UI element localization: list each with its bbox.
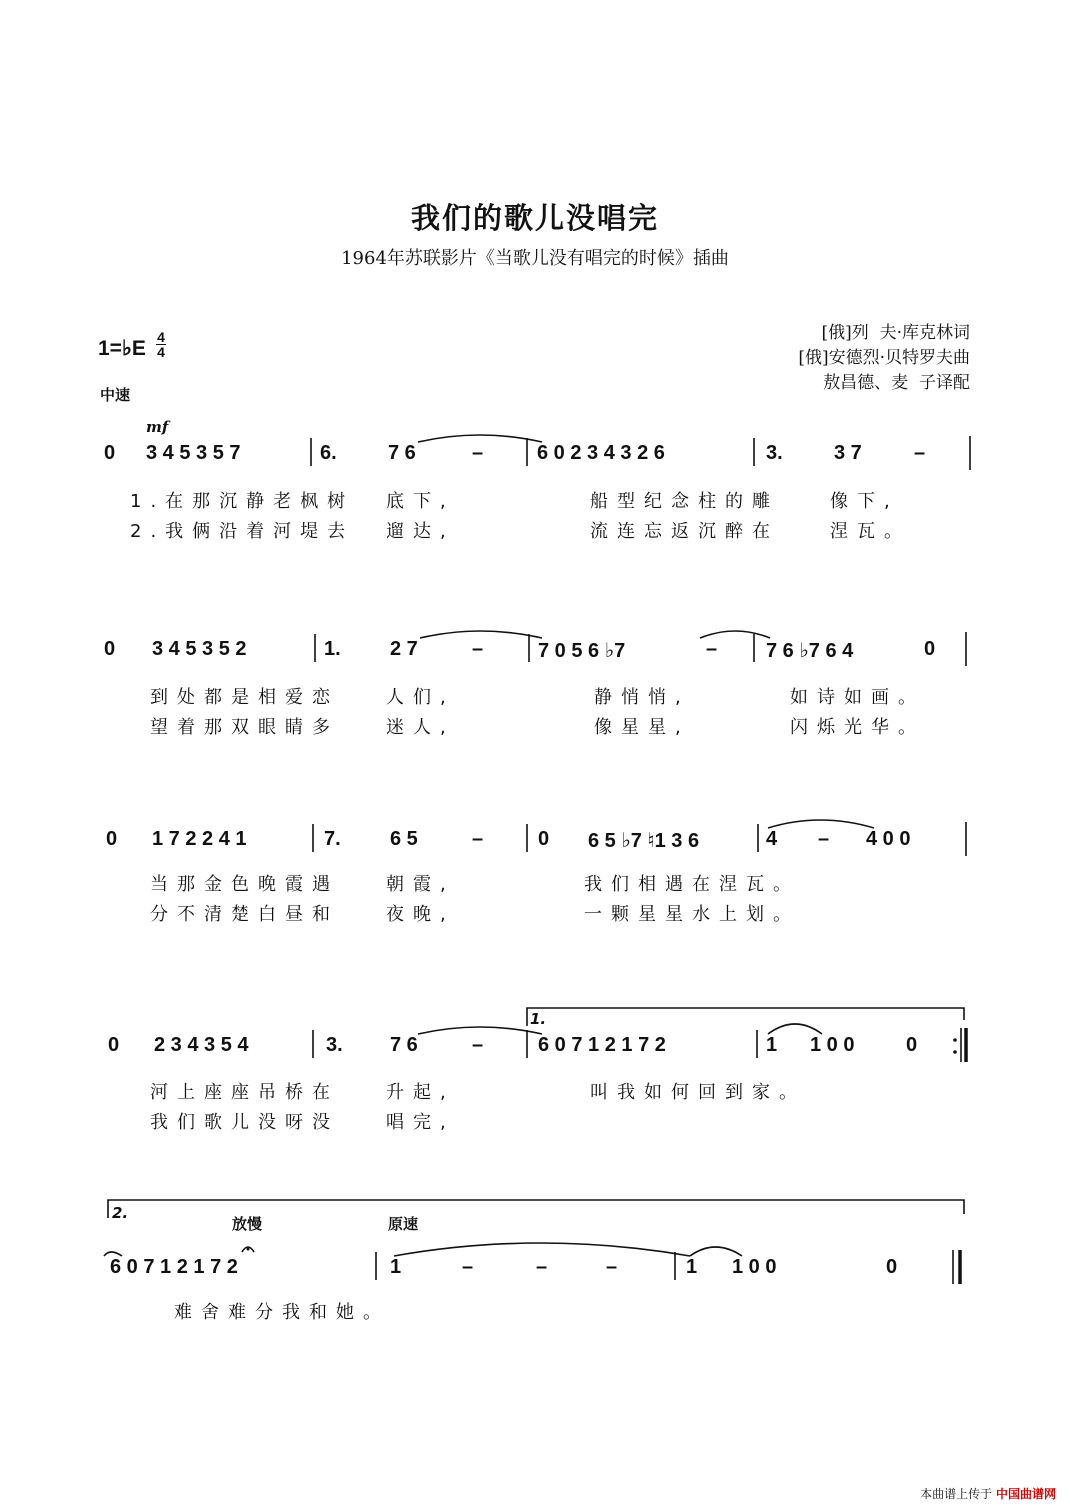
lyric-line: 朝霞, xyxy=(386,874,455,895)
lyric-line: 河上座座吊桥在 xyxy=(150,1082,339,1103)
volta-2-label: 2. xyxy=(112,1204,129,1222)
note-group: 6. xyxy=(320,442,337,464)
composer-credit: [俄]安德烈·贝特罗夫曲 xyxy=(798,348,970,368)
lyric-line: 分不清楚白昼和 xyxy=(150,904,339,925)
tempo-marking: 中速 xyxy=(100,386,131,404)
lyric-line: 当那金色晚霞遇 xyxy=(150,874,339,895)
note-group: 1 0 0 xyxy=(732,1256,777,1278)
lyric-line: 流连忘返沉醉在 xyxy=(590,521,779,542)
lyric-line: 1.在那沉静老枫树 xyxy=(130,491,355,512)
song-title: 我们的歌儿没唱完 xyxy=(410,201,659,235)
tie xyxy=(104,1252,122,1256)
footer-credit xyxy=(920,1485,1056,1502)
note-group: 1 xyxy=(686,1256,698,1278)
lyric-line: 难舍难分我和她。 xyxy=(174,1302,390,1323)
lyric-line: 静悄悄, xyxy=(594,687,690,708)
tie xyxy=(690,1247,742,1256)
note-group: 0 xyxy=(538,828,550,850)
note-group: 0 xyxy=(924,638,936,660)
note-group: 1 7 2 2 4 1 xyxy=(152,828,247,850)
note-group: 2 3 4 3 5 4 xyxy=(154,1034,249,1056)
lyric-line: 到处都是相爱恋 xyxy=(150,687,339,708)
note-group: 1 0 0 xyxy=(810,1034,855,1056)
note-group: – xyxy=(606,1256,618,1278)
note-group: 6 0 7 1 2 1 7 2 xyxy=(110,1256,238,1278)
note-group: 6 5 xyxy=(390,828,418,850)
note-group: 1 xyxy=(766,1034,778,1056)
footer-text: 本曲谱上传于 xyxy=(920,1487,993,1501)
note-group: 3. xyxy=(326,1034,343,1056)
tie xyxy=(418,1027,542,1034)
tie xyxy=(394,1243,690,1256)
lyric-line: 唱完, xyxy=(386,1112,455,1133)
lyric-line: 2.我俩沿着河堤去 xyxy=(130,521,355,542)
a-tempo-marking: 原速 xyxy=(388,1215,419,1233)
note-group: – xyxy=(472,638,484,660)
note-group: 3 4 5 3 5 2 xyxy=(152,638,247,660)
note-group: 6 5 ♭7 ♮1 3 6 xyxy=(588,830,700,852)
tie xyxy=(700,631,770,638)
lyricist-credit: [俄]列 夫·库克林词 xyxy=(821,323,970,343)
lyric-line: 人们, xyxy=(386,687,455,708)
volta-1-label: 1. xyxy=(530,1010,547,1028)
note-group: 3. xyxy=(766,442,783,464)
tie xyxy=(420,631,542,638)
lyric-line: 底下, xyxy=(386,491,455,512)
note-group: – xyxy=(462,1256,474,1278)
note-group: 4 0 0 xyxy=(866,828,911,850)
lyric-line: 迷人, xyxy=(386,717,455,738)
note-group: – xyxy=(536,1256,548,1278)
note-group: 2 7 xyxy=(390,638,418,660)
note-group: – xyxy=(472,442,484,464)
site-brand[interactable]: 中国曲谱网 xyxy=(995,1487,1056,1501)
song-subtitle: 1964年苏联影片《当歌儿没有唱完的时候》插曲 xyxy=(341,248,729,269)
translator-credit: 敖昌德、麦 子译配 xyxy=(823,373,970,393)
lyric-line: 遛达, xyxy=(386,521,455,542)
ritardando-marking: 放慢 xyxy=(232,1215,263,1233)
lyric-line: 升起, xyxy=(386,1082,455,1103)
note-group: 7 0 5 6 ♭7 xyxy=(538,640,626,662)
note-group: 7 6 xyxy=(390,1034,418,1056)
note-group: 3 7 xyxy=(834,442,862,464)
note-group: 3 4 5 3 5 7 xyxy=(146,442,241,464)
note-group: – xyxy=(818,828,830,850)
lyric-line: 闪烁光华。 xyxy=(790,717,925,738)
lyric-line: 一颗星星水上划。 xyxy=(584,904,800,925)
tie xyxy=(768,1024,822,1034)
time-signature-top: 4 xyxy=(157,329,165,345)
note-group: 0 xyxy=(106,828,118,850)
key-signature: 1=♭E xyxy=(98,337,146,360)
lyric-line: 夜晚, xyxy=(386,904,455,925)
note-group: 0 xyxy=(906,1034,918,1056)
dynamic-marking: mf xyxy=(146,418,169,436)
note-group: – xyxy=(472,828,484,850)
note-group: – xyxy=(472,1034,484,1056)
lyric-line: 如诗如画。 xyxy=(790,687,925,708)
lyric-line: 我们歌儿没呀没 xyxy=(150,1112,339,1133)
time-signature-bottom: 4 xyxy=(157,344,165,360)
note-group: 7 6 ♭7 6 4 xyxy=(766,640,854,662)
note-group: 0 xyxy=(104,442,116,464)
tie xyxy=(418,435,542,442)
lyric-line: 叫我如何回到家。 xyxy=(590,1082,806,1103)
note-group: 7 6 xyxy=(388,442,416,464)
note-group: 6 0 7 1 2 1 7 2 xyxy=(538,1034,666,1056)
note-group: 7. xyxy=(324,828,341,850)
volta-1-bracket xyxy=(527,1008,964,1026)
note-group: – xyxy=(914,442,926,464)
note-group: – xyxy=(706,638,718,660)
note-group: 0 xyxy=(886,1256,898,1278)
note-group: 6 0 2 3 4 3 2 6 xyxy=(537,442,665,464)
note-group: 0 xyxy=(108,1034,120,1056)
volta-2-bracket xyxy=(108,1200,964,1218)
note-group: 1 xyxy=(390,1256,402,1278)
tie xyxy=(768,820,874,828)
lyric-line: 像星星, xyxy=(594,717,690,738)
note-group: 0 xyxy=(104,638,116,660)
note-group: 1. xyxy=(324,638,341,660)
lyric-line: 涅瓦。 xyxy=(830,521,911,542)
lyric-line: 像下, xyxy=(830,491,899,512)
note-group: 4 xyxy=(766,828,778,850)
lyric-line: 望着那双眼睛多 xyxy=(150,717,339,738)
lyric-line: 船型纪念柱的雕 xyxy=(590,491,779,512)
lyric-line: 我们相遇在涅瓦。 xyxy=(584,874,800,895)
